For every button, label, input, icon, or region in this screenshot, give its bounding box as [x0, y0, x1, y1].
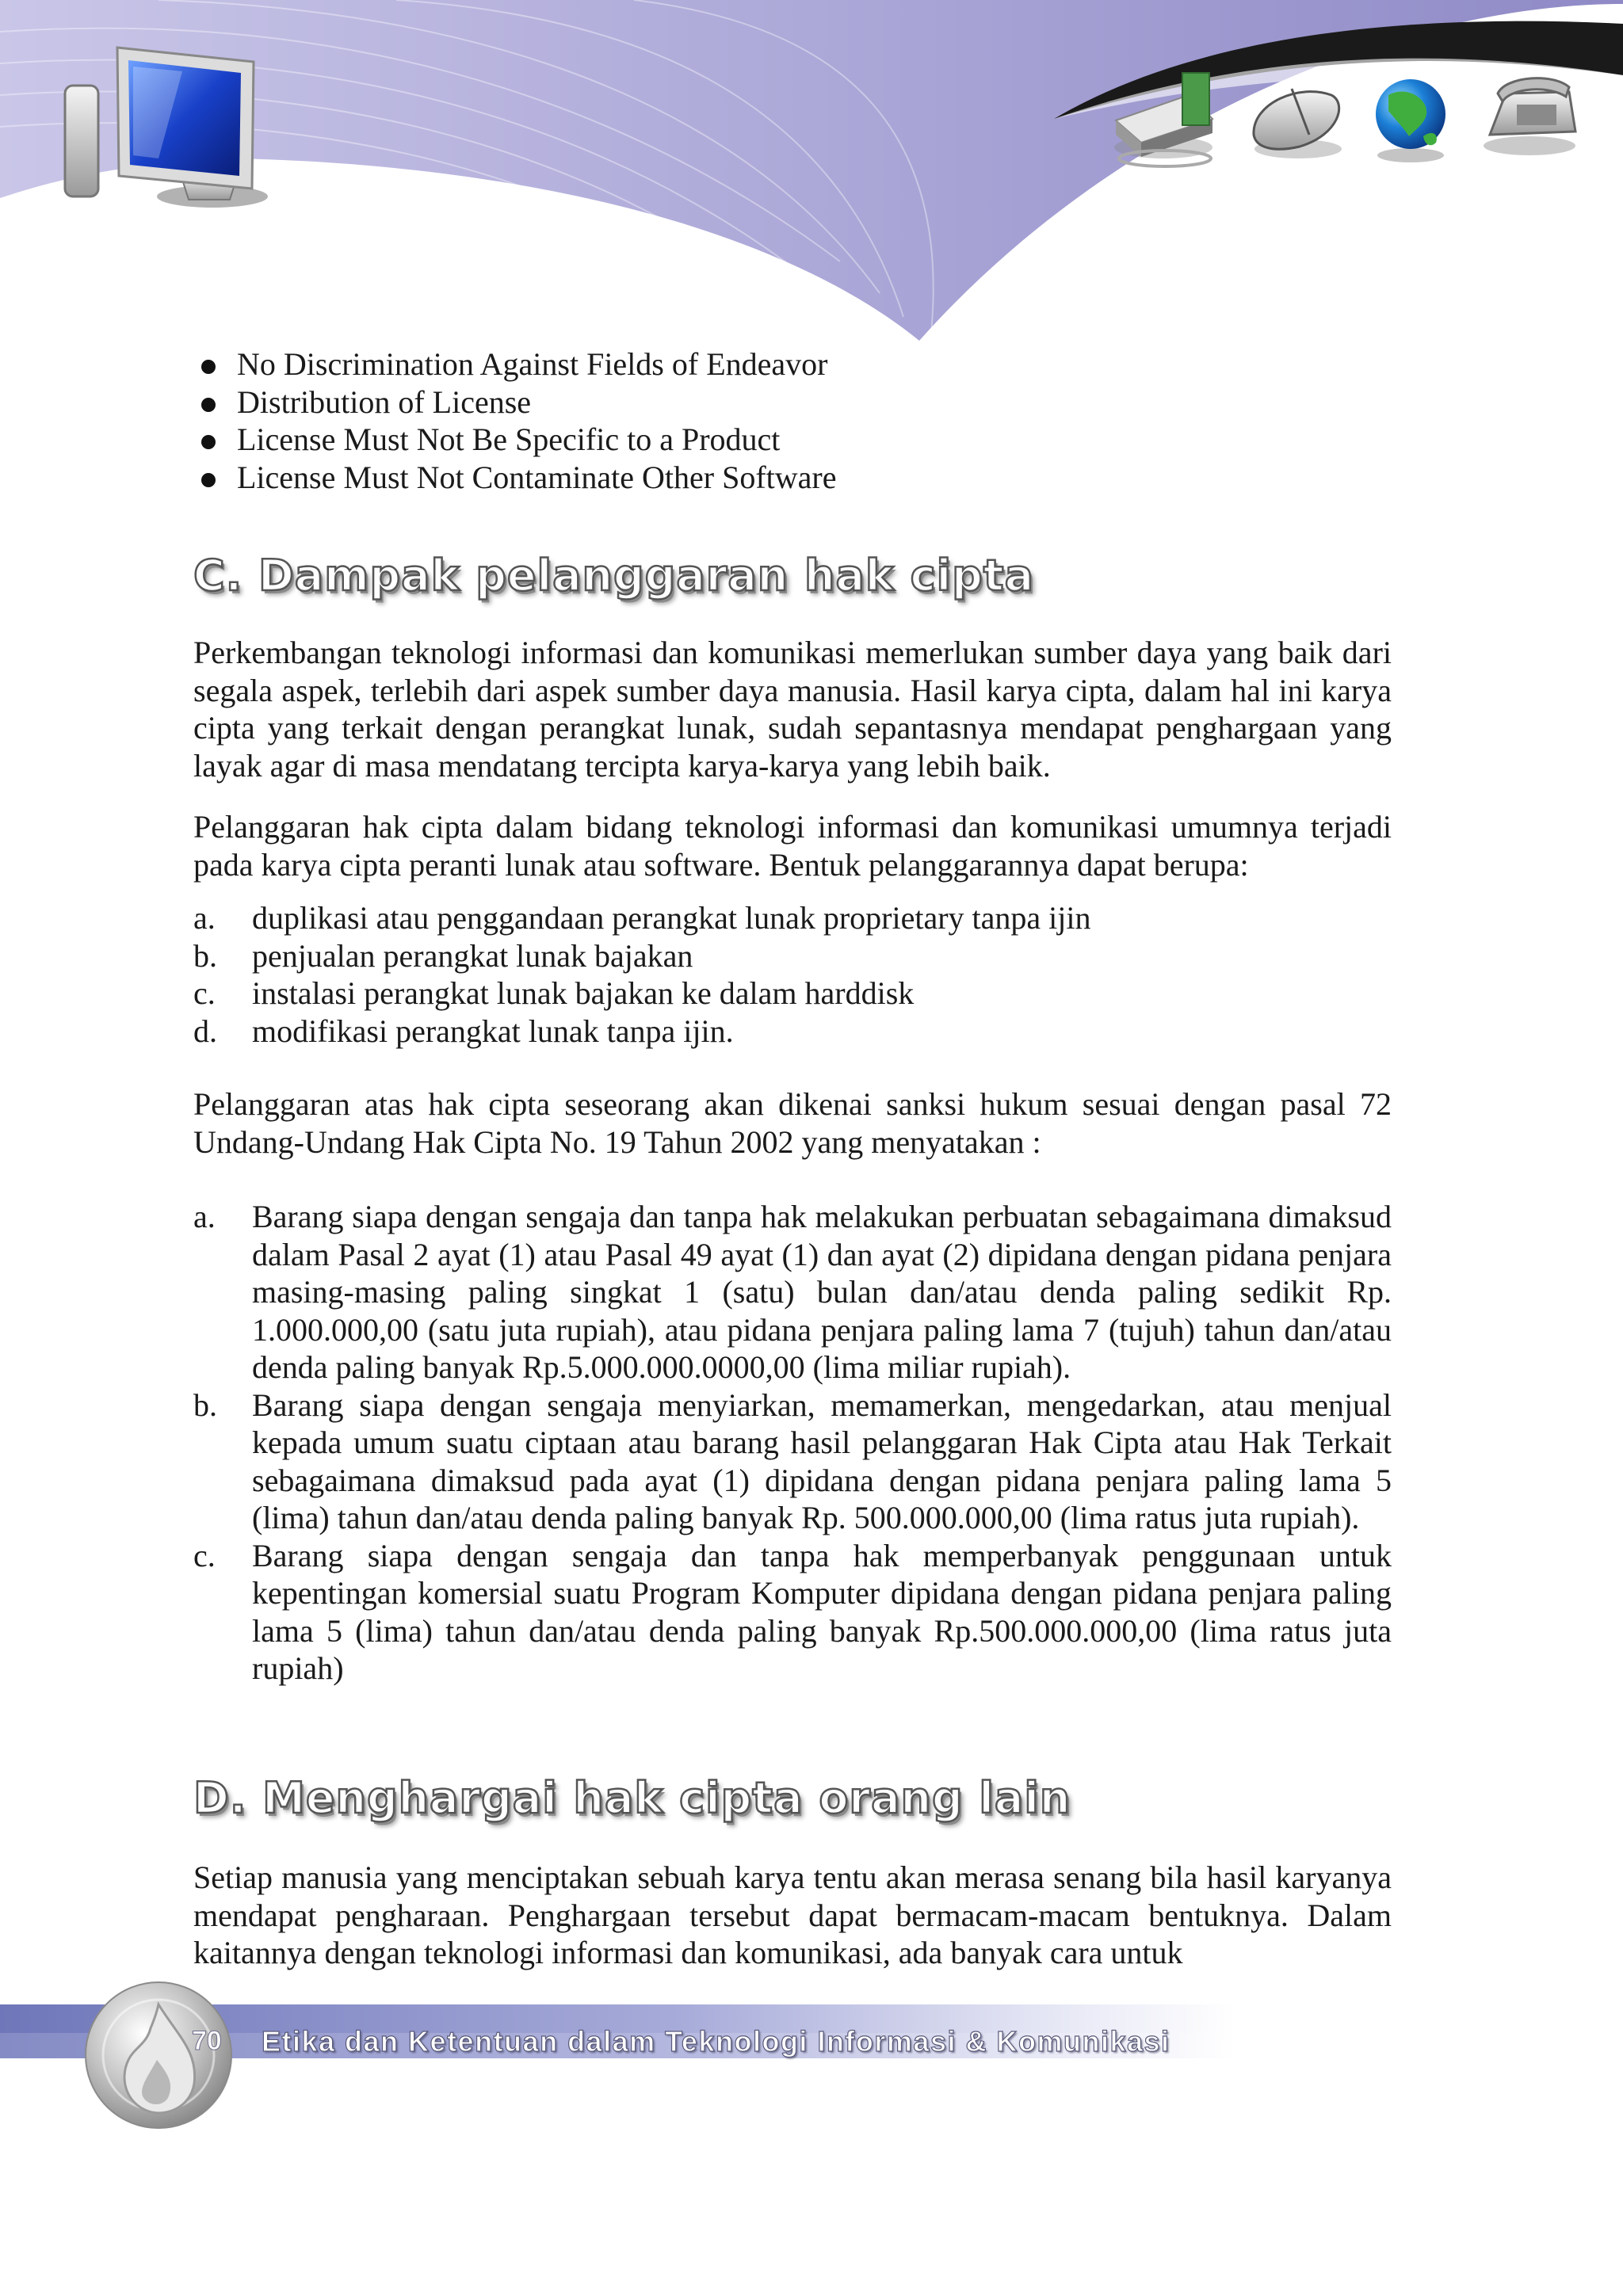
list-item	[193, 899, 1392, 937]
license-criteria-list	[193, 345, 1392, 496]
list-item-text: duplikasi atau penggandaan perangkat lunak proprietary tanpa ijin	[252, 900, 1091, 936]
computer-mouse-icon	[1254, 89, 1342, 158]
page-footer-decoration	[0, 1981, 1623, 2171]
page-header-decoration	[0, 0, 1623, 357]
list-marker: b.	[193, 937, 217, 974]
section-d-heading: D. Menghargai hak cipta orang lain	[193, 1773, 1071, 1823]
list-item	[193, 974, 1392, 1013]
book-title: Etika dan Ketentuan dalam Teknologi Informasi & Komunikasi	[262, 2025, 1170, 2058]
list-item	[193, 1013, 1392, 1051]
list-item-text: Barang siapa dengan sengaja dan tanpa hak melakukan perbuatan sebagaimana dimaksud dalam Pasal 2 ayat (1) atau Pasal 49 ayat (1) dan ayat (2) dipidana dengan pidana penjara masing-masing paling singkat 1 (satu) bulan dan/atau denda paling sedikit Rp. 1.000.000,00 (satu juta rupiah), atau pidana penjara paling lama 7 (tujuh) tahun dan/atau denda paling banyak Rp.5.000.000.0000,00 (lima miliar rupiah).	[252, 1199, 1392, 1385]
list-marker: d.	[193, 1013, 217, 1049]
section-c-paragraph-1: Perkembangan teknologi informasi dan komunikasi memerlukan sumber daya yang baik dari segala aspek, terlebih dari aspek sumber daya manusia. Hasil karya cipta, dalam hal ini karya cipta yang terkait dengan perangkat lunak, sudah sepantasnya mendapat penghargaan yang layak agar di masa mendatang tercipta karya-karya yang lebih baik.	[193, 635, 1392, 784]
list-item: License Must Not Contaminate Other Software	[193, 459, 1392, 497]
violation-list	[193, 899, 1392, 1050]
list-item-text: Barang siapa dengan sengaja menyiarkan, memamerkan, mengedarkan, atau menjual kepada umum suatu ciptaan atau barang hasil pelanggaran Hak Cipta atau Hak Terkait sebagaimana dimaksud pada ayat (1) dipidana dengan pidana penjara paling lama 5 (lima) tahun dan/atau denda paling banyak Rp. 500.000.000,00 (lima ratus juta rupiah).	[252, 1386, 1392, 1535]
list-marker: a.	[193, 1199, 216, 1234]
list-item: Distribution of License	[193, 383, 1392, 421]
list-item: License Must Not Be Specific to a Product	[193, 421, 1392, 459]
section-c-heading: C. Dampak pelanggaran hak cipta	[193, 551, 1035, 601]
list-item-text: penjualan perangkat lunak bajakan	[252, 937, 693, 974]
list-item-text: Barang siapa dengan sengaja dan tanpa hak memperbanyak penggunaan untuk kepentingan komersial suatu Program Komputer dipidana dengan pidana penjara paling lama 5 (lima) tahun dan/atau denda paling banyak Rp.500.000.000,00 (lima ratus juta rupiah)	[252, 1537, 1392, 1686]
list-item	[193, 1198, 1392, 1386]
list-item	[193, 1537, 1392, 1688]
list-item-text: modifikasi perangkat lunak tanpa ijin.	[252, 1013, 734, 1049]
list-item-text: instalasi perangkat lunak bajakan ke dalam harddisk	[252, 975, 915, 1011]
list-item: No Discrimination Against Fields of Endeavor	[193, 345, 1392, 383]
list-marker: b.	[193, 1386, 217, 1423]
list-marker: c.	[193, 1537, 216, 1573]
globe-icon	[1376, 79, 1445, 162]
telephone-icon	[1484, 78, 1575, 155]
sanction-list	[193, 1198, 1392, 1688]
section-c-paragraph-3: Pelanggaran atas hak cipta seseorang akan dikenai sanksi hukum sesuai dengan pasal 72 Undang-Undang Hak Cipta No. 19 Tahun 2002 yang menyatakan :	[193, 1086, 1392, 1160]
section-d-paragraph-1: Setiap manusia yang menciptakan sebuah karya tentu akan merasa senang bila hasil karyanya mendapat pengharaan. Penghargaan tersebut dapat bermacam-macam bentuknya. Dalam kaitannya dengan teknologi informasi dan komunikasi, ada banyak cara untuk	[193, 1859, 1392, 1970]
section-c-paragraph-2: Pelanggaran hak cipta dalam bidang teknologi informasi dan komunikasi umumnya terjadi pada karya cipta peranti lunak atau software. Bentuk pelanggarannya dapat berupa:	[193, 809, 1392, 883]
page-number: 70	[192, 2026, 222, 2056]
list-item	[193, 937, 1392, 975]
list-marker: a.	[193, 900, 216, 936]
list-item	[193, 1386, 1392, 1537]
list-marker: c.	[193, 975, 216, 1011]
